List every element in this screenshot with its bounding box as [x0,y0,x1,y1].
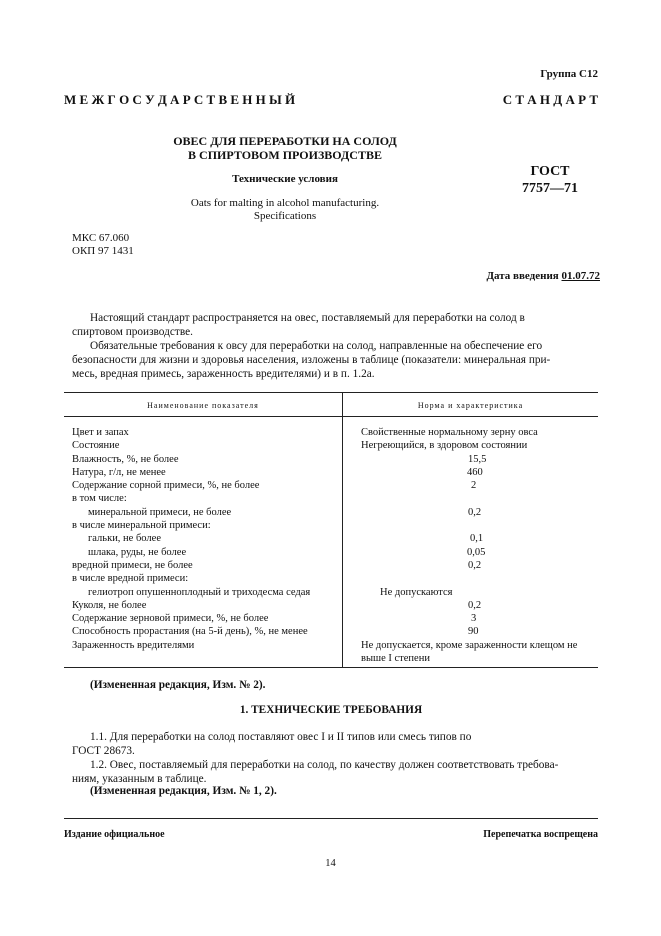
edit-note: (Измененная редакция, Изм. № 1, 2). [90,785,277,797]
section1-p1-line-1: 1.1. Для переработки на солод поставляют овес I и II типов или смесь типов по [90,731,472,743]
section1-paragraph-1 [72,730,598,758]
table-row-value: Не допускаются [380,586,453,598]
section1-paragraph-2 [72,758,598,786]
table-row-value [343,572,598,585]
table-row-value: 0,2 [468,506,482,518]
intro-paragraph-2 [72,339,598,381]
table-row-value [343,492,598,505]
table-row-name: Влажность, %, не более [72,453,179,465]
interstate-word: М Е Ж Г О С У Д А Р С Т В Е Н Н Ы Й [64,92,296,107]
table-row-value: Негреющийся, в здоровом состоянии [361,440,528,452]
intro-p1-line-1: Настоящий стандарт распространяется на овес, поставляемый для переработки на солод в [90,312,525,324]
table-top-rule [64,392,598,393]
interstate-standard-banner [64,92,598,108]
table-row-name: минеральной примеси, не более [88,506,232,518]
mks-code: МКС 67.060 [72,232,130,244]
gost-number-block [505,163,595,197]
table-row-value: 0,2 [468,599,482,611]
table-row-name: вредной примеси, не более [72,559,193,571]
table-row-name: Состояние [72,440,120,452]
table-row-name: Натура, г/л, не менее [72,466,166,478]
intro-p2-line-3: месь, вредная примесь, зараженность вредителями) и в п. 1.2а. [72,368,375,380]
table-head-name: Наименование показателя [147,401,259,410]
page-number: 14 [325,858,336,869]
section1-p2-line-1: 1.2. Овес, поставляемый для переработки на солод, по качеству должен соответствовать требова- [90,759,559,771]
table-row-value: Свойственные нормальному зерну овса [361,427,538,438]
section1-p1-line-2: ГОСТ 28673. [72,745,135,757]
table-row-name: Зараженность вредителями [72,639,195,651]
document-subtitle: Технические условия [232,173,338,185]
table-row-value: 460 [467,466,483,478]
table-row-value: 90 [468,626,479,638]
table-value-column [343,426,598,665]
table-row-name: гальки, не более [88,533,161,545]
official-edition-label: Издание официальное [64,829,165,840]
table-row-value [343,519,598,532]
gost-number: 7757—71 [522,181,578,196]
table-row-name: Содержание зерновой примеси, %, не более [72,613,269,625]
english-title-line-2: Specifications [253,210,317,222]
reprint-prohibited-label: Перепечатка воспрещена [483,829,598,840]
intro-p2-line-1: Обязательные требования к овсу для переработки на солод, направленные на обеспечение его [90,340,543,352]
table-row-name: в том числе: [72,493,127,505]
table-row-value: 0,1 [470,533,484,545]
edit-note: (Измененная редакция, Изм. № 2). [90,679,266,691]
table-row-value: 0,05 [467,546,486,558]
introduction-date-label: Дата введения [486,270,562,282]
table-row-value-continuation: выше I степени [361,653,430,665]
table-row-name: в числе минеральной примеси: [72,520,211,532]
table-header-rule [64,416,598,417]
table-row-value: 15,5 [468,453,487,465]
introduction-date-value: 01.07.72 [561,270,600,282]
section1-p2-line-2: ниям, указанным в таблице. [72,773,207,785]
footer-rule [64,818,598,819]
table-row-name: Куколя, не более [72,599,147,611]
group-code: Группа С12 [540,68,598,80]
english-title [130,197,440,223]
table-row-name: шлака, руды, не более [88,546,187,558]
document-title [130,134,440,162]
intro-paragraph-1 [72,311,598,339]
title-line-1: ОВЕС ДЛЯ ПЕРЕРАБОТКИ НА СОЛОД [173,134,397,148]
table-row-value: 2 [471,480,477,492]
intro-p1-line-2: спиртовом производстве. [72,326,193,338]
table-row-name: Цвет и запах [72,427,129,438]
table-bottom-rule [64,667,598,668]
table-head-norm: Норма и характеристика [417,401,524,410]
section-heading: 1. ТЕХНИЧЕСКИЕ ТРЕБОВАНИЯ [239,704,423,716]
okp-code: ОКП 97 1431 [72,245,134,257]
table-row-value: 3 [471,613,477,625]
table-row-name: Способность прорастания (на 5-й день), %, не менее [72,626,308,638]
introduction-date [486,270,600,282]
classification-codes [72,232,134,258]
gost-label: ГОСТ [530,164,570,179]
english-title-line-1: Oats for malting in alcohol manufacturing. [190,197,380,209]
table-row-value: 0,2 [468,559,482,571]
table-name-column [72,426,342,652]
table-row-name: гелиотроп опушенноплодный и триходесма седая [88,586,311,598]
intro-p2-line-2: безопасности для жизни и здоровья населения, изложены в таблице (показатели: минеральная при- [72,354,551,366]
table-row-name: в числе вредной примеси: [72,573,189,585]
title-line-2: В СПИРТОВОМ ПРОИЗВОДСТВЕ [188,148,382,162]
table-row-name: Содержание сорной примеси, %, не более [72,480,260,492]
standard-word: С Т А Н Д А Р Т [502,92,598,107]
table-row-value: Не допускается, кроме зараженности клещом не [361,639,578,651]
